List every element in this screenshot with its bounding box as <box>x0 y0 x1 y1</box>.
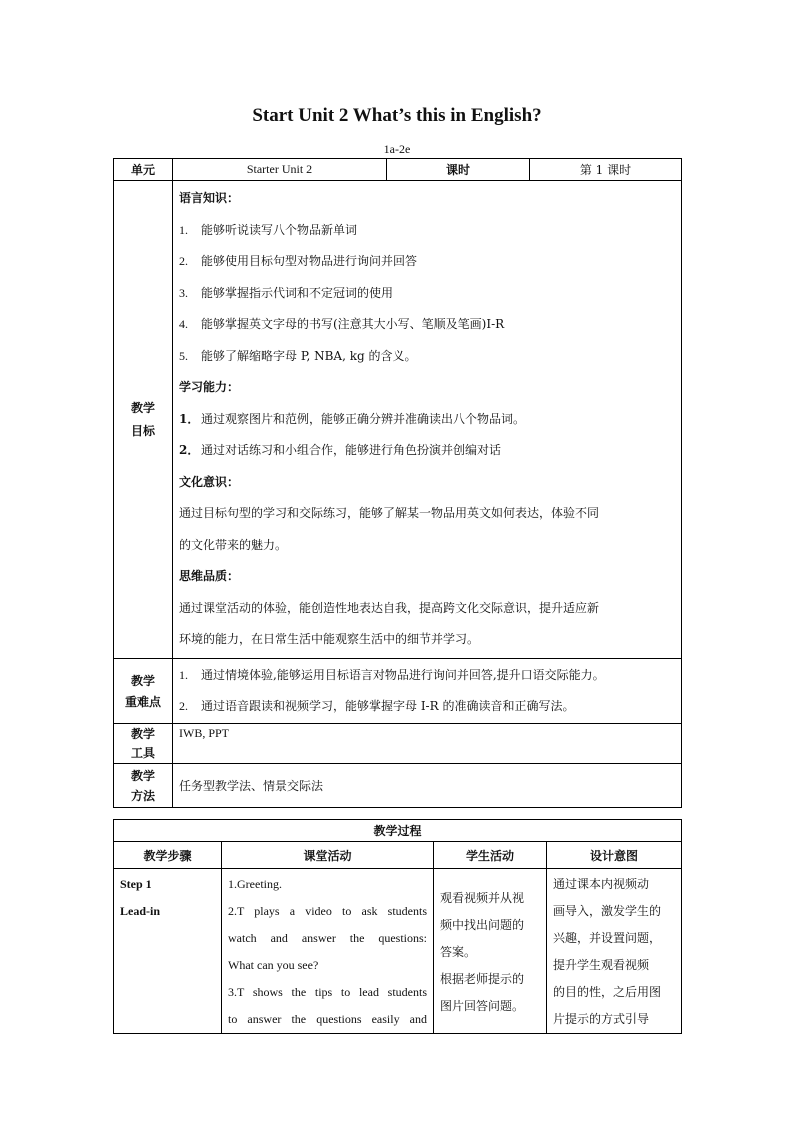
step1-intent <box>547 869 682 1034</box>
page-subtitle: 1a-2e <box>383 142 411 156</box>
thinking-text-line2: 环境的能力，在日常生活中能观察生活中的细节并学习。 <box>179 632 480 646</box>
activity-line: 2.T plays a video to ask students <box>228 904 427 918</box>
methods-label <box>114 763 173 807</box>
step1-line1: Step 1 <box>120 877 152 891</box>
difficulties-label-line1: 教学 <box>130 673 155 688</box>
methods-value: 任务型教学法、情景交际法 <box>173 763 682 807</box>
difficulties-content <box>173 658 682 723</box>
thinking-text-line1: 通过课堂活动的体验，能创造性地表达自我，提高跨文化交际意识，提升适应新 <box>179 600 600 615</box>
methods-label-line1: 教学 <box>130 768 155 783</box>
language-title: 语言知识： <box>179 191 240 205</box>
goals-label-line1: 教学 <box>130 401 155 416</box>
language-item: 4. 能够掌握英文字母的书写(注意其大小写、笔顺及笔画)I-R <box>179 317 505 331</box>
ability-item: 2． 通过对话练习和小组合作，能够进行角色扮演并创编对话 <box>179 443 502 457</box>
ability-title: 学习能力： <box>179 380 240 394</box>
language-item: 2. 能够使用目标句型对物品进行询问并回答 <box>179 254 418 268</box>
difficulty-item: 1. 通过情境体验,能够运用目标语言对物品进行询问并回答,提升口语交际能力。 <box>179 667 605 682</box>
unit-row <box>114 159 682 181</box>
process-title: 教学过程 <box>114 820 682 842</box>
activity-line: 3.T shows the tips to lead students <box>228 985 427 999</box>
step1-line2: Lead-in <box>120 904 161 918</box>
activity-line: What can you see? <box>228 958 319 972</box>
intent-line: 的目的性，之后用图 <box>553 985 662 999</box>
tools-value <box>173 723 682 763</box>
step1-row <box>114 869 682 1034</box>
tools-value-text: IWB, PPT <box>179 725 230 740</box>
activity-line: watch and answer the questions: <box>228 931 427 945</box>
step1-label <box>114 869 222 1034</box>
header-student: 学生活动 <box>434 842 547 869</box>
intent-line: 片提示的方式引导 <box>553 1012 650 1026</box>
culture-text-line1: 通过目标句型的学习和交际练习，能够了解某一物品用英文如何表达，体验不同 <box>179 506 600 520</box>
student-line: 图片回答问题。 <box>440 999 525 1013</box>
culture-text-line2: 的文化带来的魅力。 <box>179 537 288 552</box>
intent-line: 画导入，激发学生的 <box>553 904 662 918</box>
header-intent: 设计意图 <box>547 842 682 869</box>
period-label: 课时 <box>387 159 530 181</box>
student-line: 频中找出问题的 <box>440 918 525 932</box>
process-title-row <box>114 820 682 842</box>
difficulties-label-line2: 重难点 <box>124 694 161 709</box>
student-line: 根据老师提示的 <box>440 972 525 986</box>
lesson-plan-table <box>113 158 682 808</box>
unit-label: 单元 <box>114 159 173 181</box>
difficulty-item: 2. 通过语音跟读和视频学习，能够掌握字母 I-R 的准确读音和正确写法。 <box>179 698 575 713</box>
thinking-title: 思维品质： <box>179 569 240 583</box>
step1-activities <box>222 869 434 1034</box>
methods-row <box>114 763 682 807</box>
language-item: 1. 能够听说读写八个物品新单词 <box>179 222 358 237</box>
process-table <box>113 819 682 1034</box>
step1-student-activities <box>434 869 547 1034</box>
tools-row <box>114 723 682 763</box>
goals-content <box>173 181 682 659</box>
student-line: 答案。 <box>440 945 477 959</box>
culture-title: 文化意识： <box>179 474 240 489</box>
difficulties-label <box>114 658 173 723</box>
tools-label-line2: 工具 <box>130 746 155 760</box>
header-activity: 课堂活动 <box>222 842 434 869</box>
language-item: 3. 能够掌握指示代词和不定冠词的使用 <box>179 285 394 300</box>
goals-label <box>114 181 173 659</box>
tools-label <box>114 723 173 763</box>
page-title: Start Unit 2 What’s this in English? <box>252 105 542 126</box>
goals-row <box>114 181 682 659</box>
intent-line: 通过课本内视频动 <box>553 877 650 891</box>
activity-line: 1.Greeting. <box>228 877 282 891</box>
intent-line: 兴趣，并设置问题， <box>553 931 662 945</box>
goals-label-line2: 目标 <box>130 424 155 439</box>
unit-value: Starter Unit 2 <box>173 159 387 181</box>
difficulties-row <box>114 658 682 723</box>
process-header-row <box>114 842 682 869</box>
activity-line: to answer the questions easily and <box>228 1012 427 1026</box>
intent-line: 提升学生观看视频 <box>553 958 650 972</box>
methods-label-line2: 方法 <box>130 788 155 803</box>
ability-item: 1． 通过观察图片和范例，能够正确分辨并准确读出八个物品词。 <box>179 411 526 426</box>
tools-label-line1: 教学 <box>130 727 155 741</box>
header-step: 教学步骤 <box>114 842 222 869</box>
language-item: 5. 能够了解缩略字母 P, NBA, kg 的含义。 <box>179 348 417 363</box>
period-value: 第 1 课时 <box>530 159 682 181</box>
student-line: 观看视频并从视 <box>440 891 525 905</box>
